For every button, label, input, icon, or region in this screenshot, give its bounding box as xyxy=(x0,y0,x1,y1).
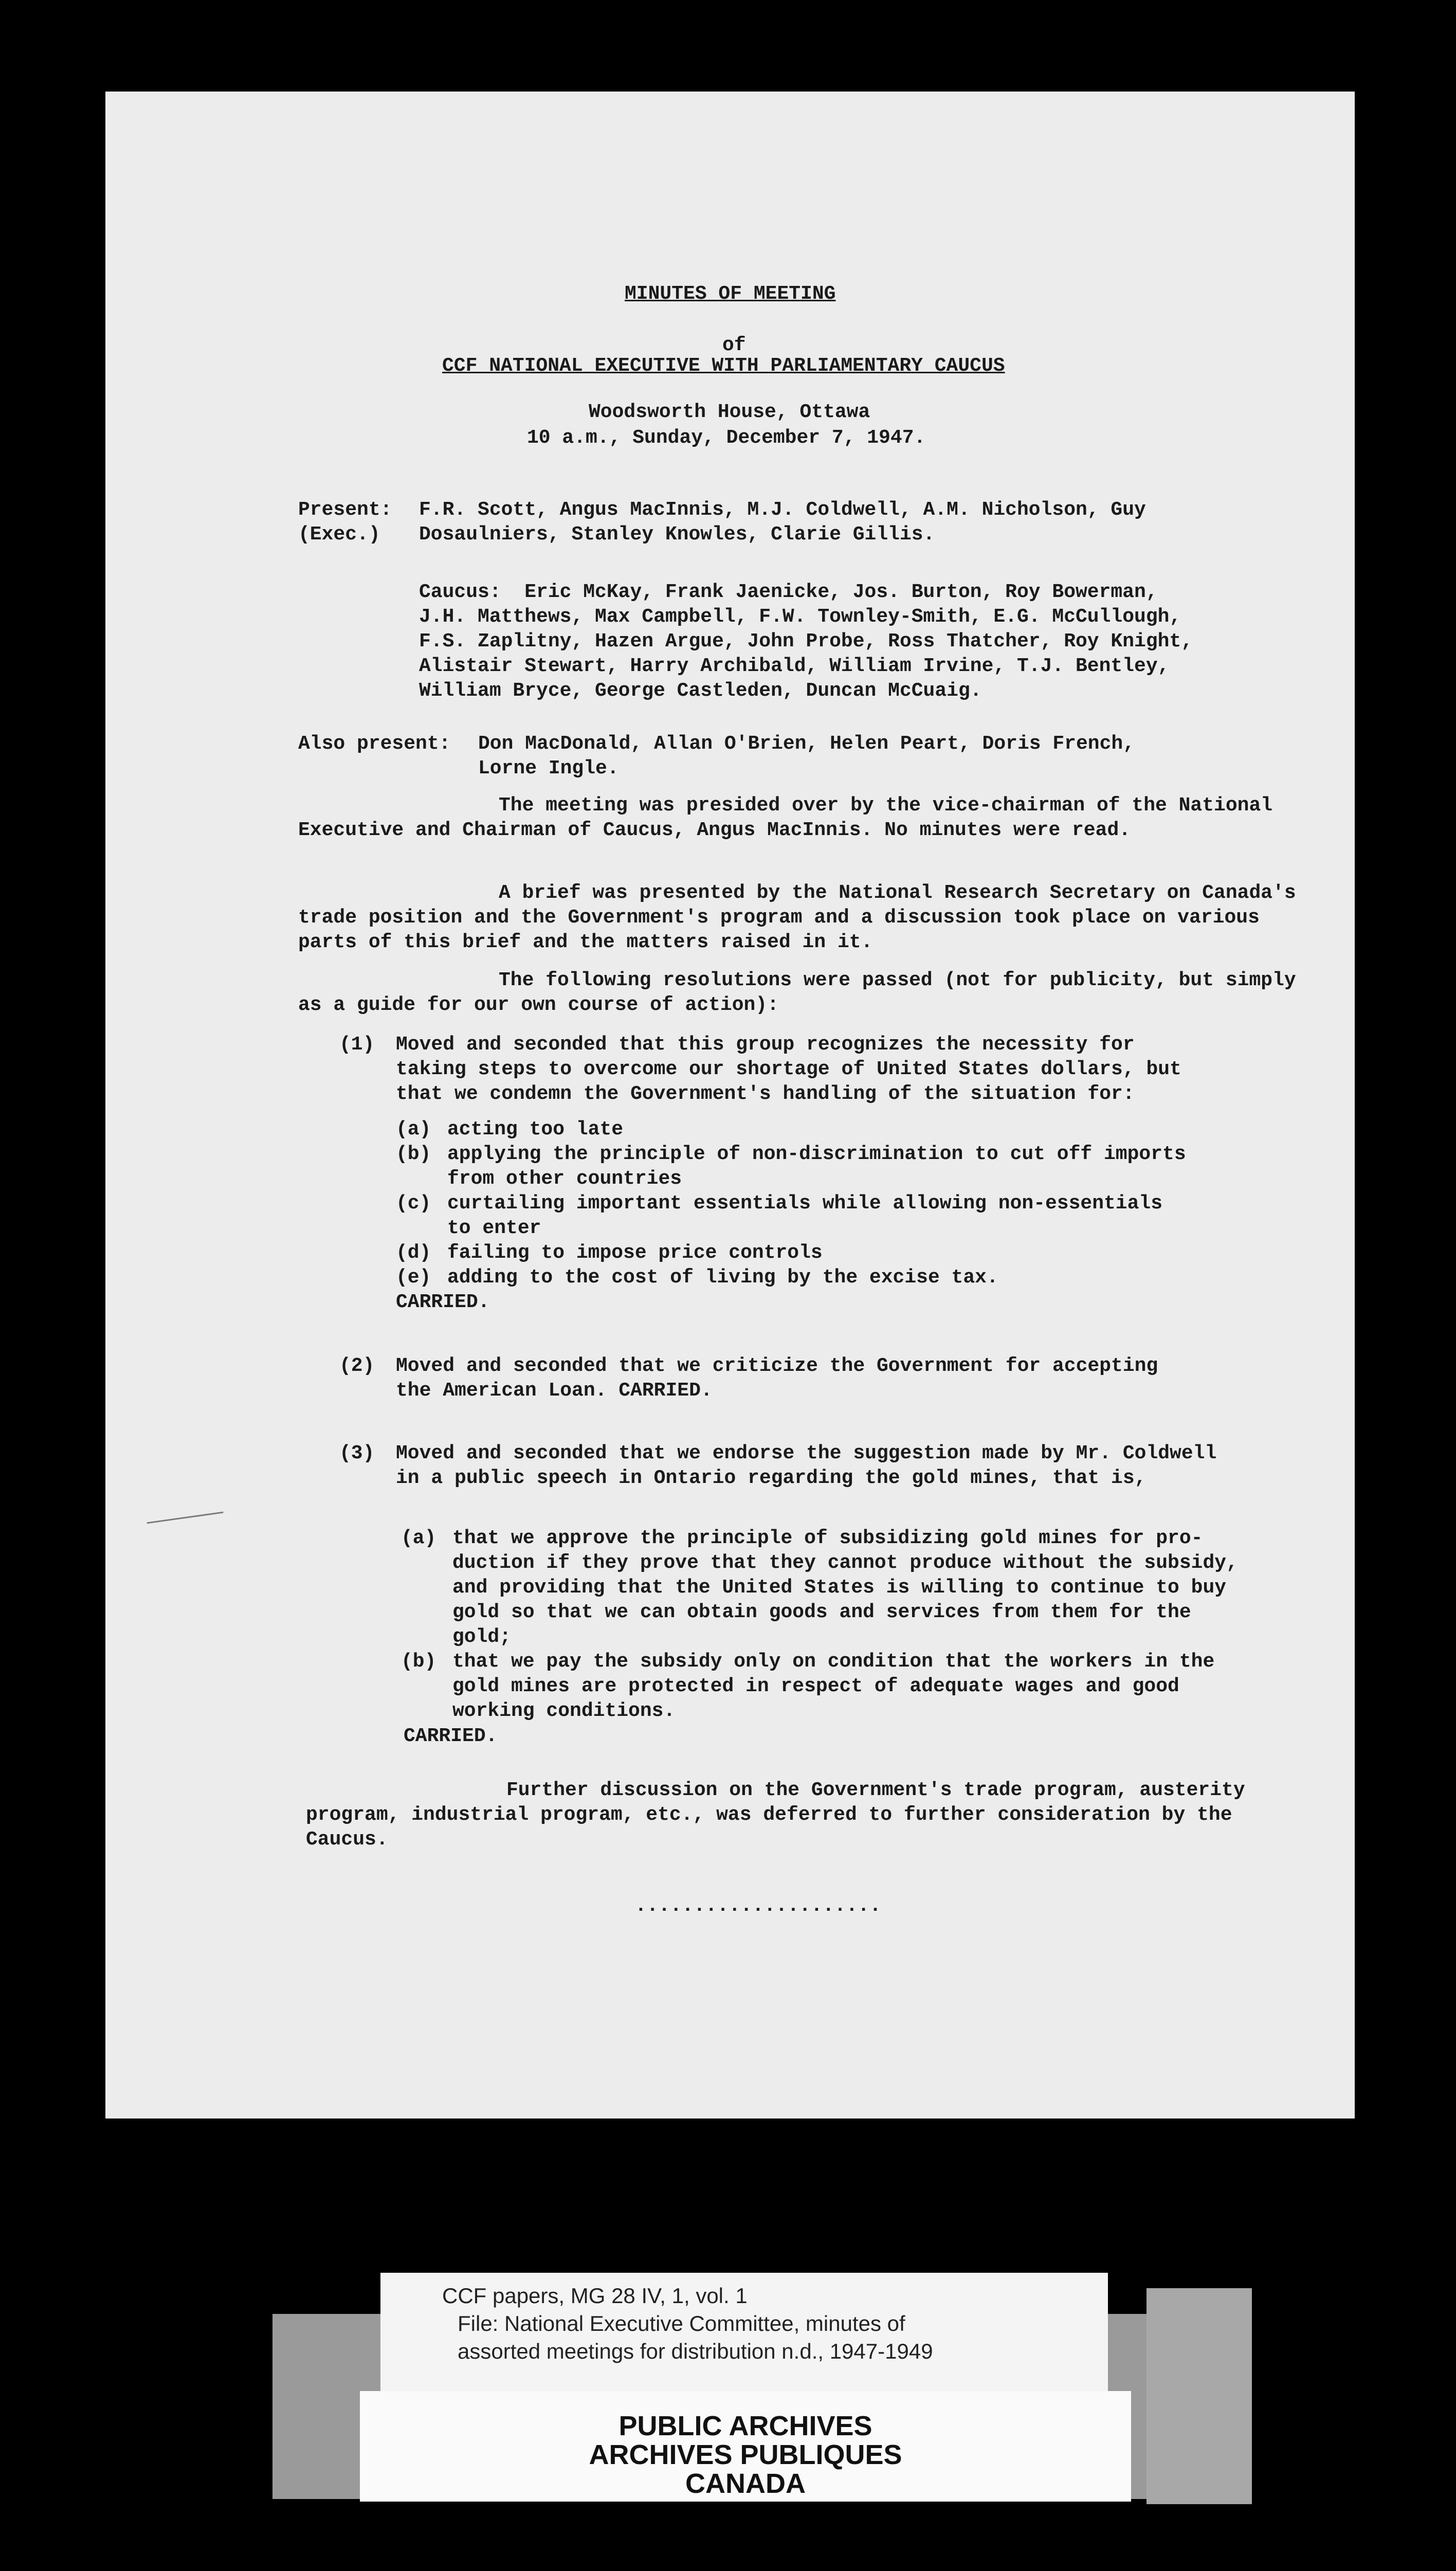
item-text: acting too late xyxy=(447,1118,624,1140)
item-text: adding to the cost of living by the excise tax. xyxy=(447,1266,998,1289)
paragraph-presided: The meeting was presided over by the vice-chairman of the National Executive and Chairman of Caucus, Angus MacInnis. No minutes were read. xyxy=(298,794,1273,841)
item-letter: (d) xyxy=(396,1242,431,1264)
public-archives-stamp xyxy=(360,2391,1131,2502)
resolution-text: Moved and seconded that this group recognizes the necessity for taking steps to overcome our shortage of United States dollars, but that we condemn the Government's handling of the situation for: xyxy=(396,1034,1181,1105)
item-text: that we approve the principle of subsidizing gold mines for pro- duction if they prove that they cannot produce without the subsidy, and providing that the United States is willing to continue to buy gold so that we can obtain goods and services from them for the gold; xyxy=(452,1527,1238,1648)
resolution-number: (3) xyxy=(339,1442,375,1464)
item-letter: (b) xyxy=(396,1143,431,1165)
present-names-line: Dosaulniers, Stanley Knowles, Clarie Gillis. xyxy=(419,523,935,546)
item-letter: (c) xyxy=(396,1192,431,1215)
also-present-label: Also present: xyxy=(298,733,451,755)
archive-label-line: CCF papers, MG 28 IV, 1, vol. 1 xyxy=(442,2284,748,2308)
also-present-names: Lorne Ingle. xyxy=(478,757,619,780)
stamp-line: CANADA xyxy=(685,2468,806,2499)
stamp-line: PUBLIC ARCHIVES xyxy=(618,2411,872,2441)
archive-file-label xyxy=(380,2273,1108,2399)
item-text: curtailing important essentials while allowing non-essentials to enter xyxy=(447,1192,1163,1239)
caucus-names-line: J.H. Matthews, Max Campbell, F.W. Townley-Smith, E.G. McCullough, xyxy=(419,606,1181,628)
resolution-number: (1) xyxy=(339,1034,375,1056)
paragraph-brief: A brief was presented by the National Research Secretary on Canada's trade position and the Government's program and a discussion took place on various parts of this brief and the matters raised in it. xyxy=(298,882,1296,953)
carried-label: CARRIED. xyxy=(404,1725,498,1747)
closing-dots: ..................... xyxy=(635,1895,881,1917)
archive-label-line: File: National Executive Committee, minutes of xyxy=(458,2311,905,2335)
item-letter: (e) xyxy=(396,1266,431,1289)
caucus-names-line: William Bryce, George Castleden, Duncan McCuaig. xyxy=(419,680,982,702)
caucus-names-line: Alistair Stewart, Harry Archibald, William Irvine, T.J. Bentley, xyxy=(419,655,1170,677)
caucus-names-line: Caucus: Eric McKay, Frank Jaenicke, Jos. Burton, Roy Bowerman, xyxy=(419,581,1158,603)
present-names-line: F.R. Scott, Angus MacInnis, M.J. Coldwell, A.M. Nicholson, Guy xyxy=(419,499,1146,521)
carried-label: CARRIED. xyxy=(396,1291,490,1313)
item-letter: (a) xyxy=(401,1527,436,1549)
present-label: Present: xyxy=(298,499,392,521)
item-letter: (a) xyxy=(396,1118,431,1140)
resolution-text: Moved and seconded that we endorse the suggestion made by Mr. Coldwell in a public speech in Ontario regarding the gold mines, that is, xyxy=(396,1442,1217,1489)
document-of: of xyxy=(722,334,746,356)
caucus-names-line: F.S. Zaplitny, Hazen Argue, John Probe, Ross Thatcher, Roy Knight, xyxy=(419,630,1193,653)
resolution-text: Moved and seconded that we criticize the Government for accepting the American Loan. CARRIED. xyxy=(396,1355,1158,1402)
archive-label-backing xyxy=(1146,2288,1252,2504)
stamp-line: ARCHIVES PUBLIQUES xyxy=(589,2439,902,2470)
item-text: failing to impose price controls xyxy=(447,1242,823,1264)
paragraph-further-discussion: Further discussion on the Government's trade program, austerity program, industrial program, etc., was deferred to further consideration by the Caucus. xyxy=(306,1779,1245,1851)
document-subtitle: CCF NATIONAL EXECUTIVE WITH PARLIAMENTARY CAUCUS xyxy=(442,355,1005,377)
item-text: applying the principle of non-discrimination to cut off imports from other countries xyxy=(447,1143,1186,1190)
minutes-page xyxy=(105,92,1355,2119)
meeting-datetime: 10 a.m., Sunday, December 7, 1947. xyxy=(527,427,926,449)
meeting-location: Woodsworth House, Ottawa xyxy=(589,401,870,423)
item-text: that we pay the subsidy only on condition that the workers in the gold mines are protected in respect of adequate wages and good working conditions. xyxy=(452,1651,1215,1722)
archive-label-line: assorted meetings for distribution n.d., 1947-1949 xyxy=(458,2339,933,2363)
item-letter: (b) xyxy=(401,1651,436,1673)
document-title: MINUTES OF MEETING xyxy=(625,283,836,305)
paragraph-resolutions: The following resolutions were passed (not for publicity, but simply as a guide for our own course of action): xyxy=(298,969,1296,1016)
also-present-names: Don MacDonald, Allan O'Brien, Helen Peart, Doris French, xyxy=(478,733,1135,755)
exec-label: (Exec.) xyxy=(298,523,380,546)
resolution-number: (2) xyxy=(339,1355,375,1377)
